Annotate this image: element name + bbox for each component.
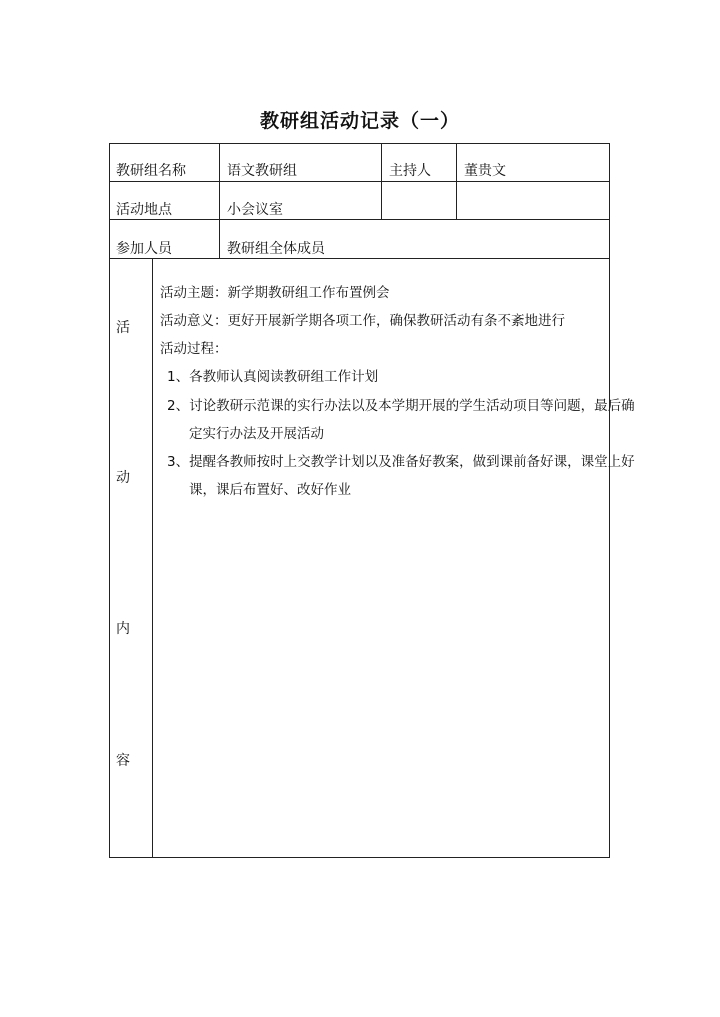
process-item-2-line-1: 2、讨论教研示范课的实行办法以及本学期开展的学生活动项目等问题，最后确 [167,398,635,414]
location-value: 小会议室 [227,202,283,218]
activity-process-label: 活动过程： [160,341,228,357]
host-value: 董贵文 [464,163,506,179]
group-name-label: 教研组名称 [116,163,186,179]
content-label-char-1: 活 [116,320,130,336]
content-label-char-2: 动 [116,470,130,486]
process-item-3-line-2: 课，课后布置好、改好作业 [189,482,351,498]
host-label: 主持人 [389,163,431,179]
group-name-value: 语文教研组 [227,163,297,179]
participants-value: 教研组全体成员 [227,241,325,257]
location-label: 活动地点 [116,202,172,218]
activity-significance: 活动意义：更好开展新学期各项工作，确保教研活动有条不紊地进行 [160,313,565,329]
content-label-char-4: 容 [116,753,130,769]
participants-label: 参加人员 [116,241,172,257]
process-item-3-line-1: 3、提醒各教师按时上交教学计划以及准备好教案，做到课前备好课，课堂上好 [167,454,635,470]
process-item-2-line-2: 定实行办法及开展活动 [189,426,324,442]
content-label-char-3: 内 [116,621,130,637]
page-title: 教研组活动记录（一） [259,110,460,132]
activity-theme: 活动主题：新学期教研组工作布置例会 [160,285,390,301]
process-item-1: 1、各教师认真阅读教研组工作计划 [167,369,379,385]
